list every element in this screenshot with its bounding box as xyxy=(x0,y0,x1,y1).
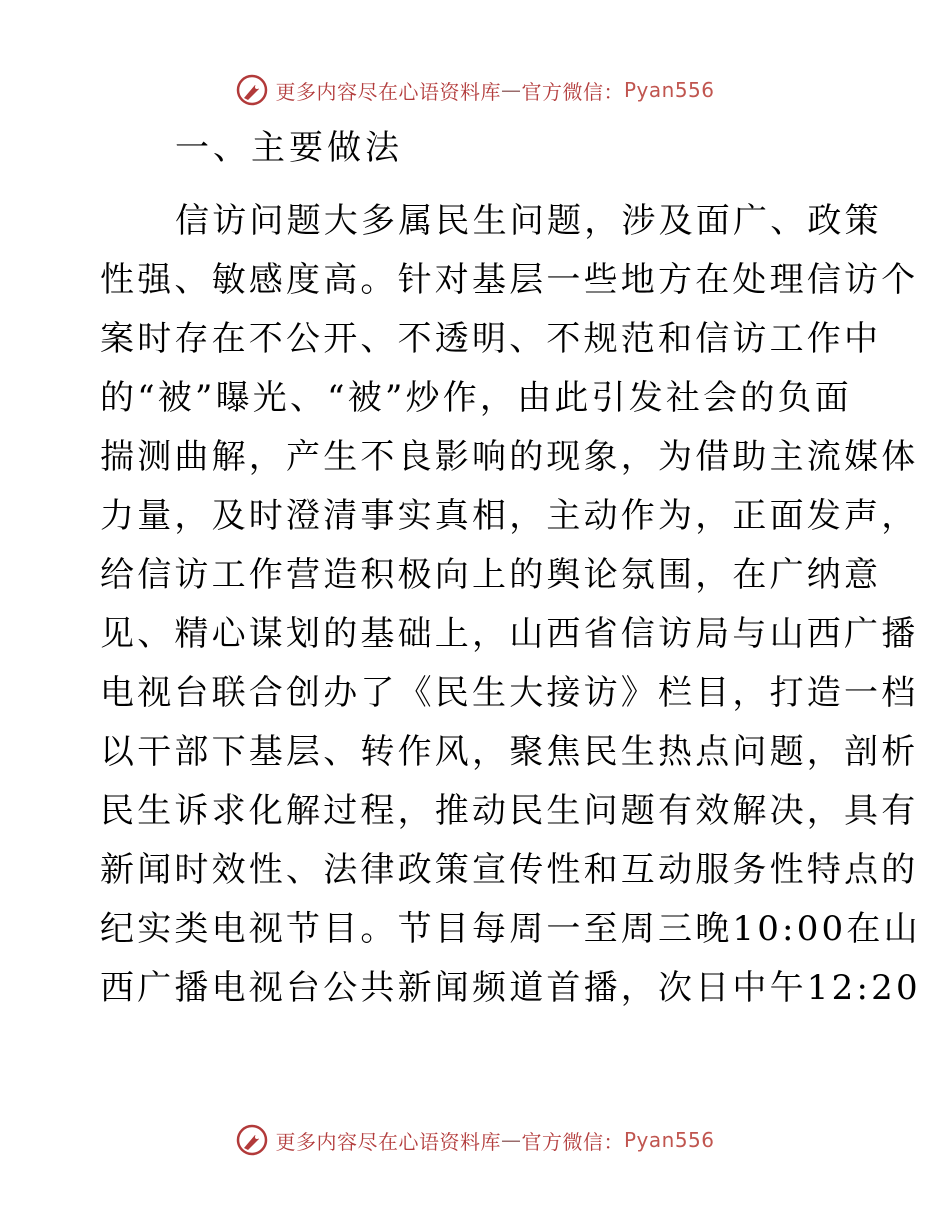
paragraph-line: 揣测曲解，产生不良影响的现象，为借助主流媒体 xyxy=(100,437,919,477)
paragraph-line: 力量，及时澄清事实真相，主动作为，正面发声， xyxy=(100,496,919,536)
paragraph-line: 性强、敏感度高。针对基层一些地方在处理信访个 xyxy=(100,260,919,300)
paragraph-line: 西广播电视台公共新闻频道首播，次日中午12:20 xyxy=(100,968,921,1008)
watermark-header xyxy=(0,70,950,110)
paragraph-line: 给信访工作营造积极向上的舆论氛围，在广纳意 xyxy=(100,555,882,595)
watermark-wechat-label: 官方微信： xyxy=(521,79,624,104)
watermark-wechat-label: 官方微信： xyxy=(521,1129,624,1154)
pen-nib-logo-icon xyxy=(235,1123,269,1157)
paragraph-line: 信访问题大多属民生问题，涉及面广、政策 xyxy=(175,201,882,241)
paragraph-line: 民生诉求化解过程，推动民生问题有效解决，具有 xyxy=(100,791,919,831)
paragraph-line: 纪实类电视节目。节目每周一至周三晚10:00在山 xyxy=(100,909,921,949)
pen-nib-logo-icon xyxy=(235,73,269,107)
watermark-text: 更多内容尽在心语资料库 xyxy=(275,1129,501,1154)
watermark-text: 更多内容尽在心语资料库 xyxy=(275,79,501,104)
watermark-separator: — xyxy=(500,78,522,102)
section-heading: 一、主要做法 xyxy=(175,128,403,168)
paragraph-line: 见、精心谋划的基础上，山西省信访局与山西广播 xyxy=(100,614,919,654)
paragraph-line: 以干部下基层、转作风，聚焦民生热点问题，剖析 xyxy=(100,732,919,772)
watermark-handle: Pyan556 xyxy=(623,78,715,102)
paragraph-line: 新闻时效性、法律政策宣传性和互动服务性特点的 xyxy=(100,850,919,890)
paragraph-line: 的“被”曝光、“被”炒作，由此引发社会的负面 xyxy=(100,378,852,418)
paragraph-line: 电视台联合创办了《民生大接访》栏目，打造一档 xyxy=(100,673,919,713)
watermark-footer xyxy=(0,1120,950,1160)
body-paragraph xyxy=(100,192,921,1018)
watermark-handle: Pyan556 xyxy=(623,1128,715,1152)
watermark-separator: — xyxy=(500,1128,522,1152)
paragraph-line: 案时存在不公开、不透明、不规范和信访工作中 xyxy=(100,319,882,359)
